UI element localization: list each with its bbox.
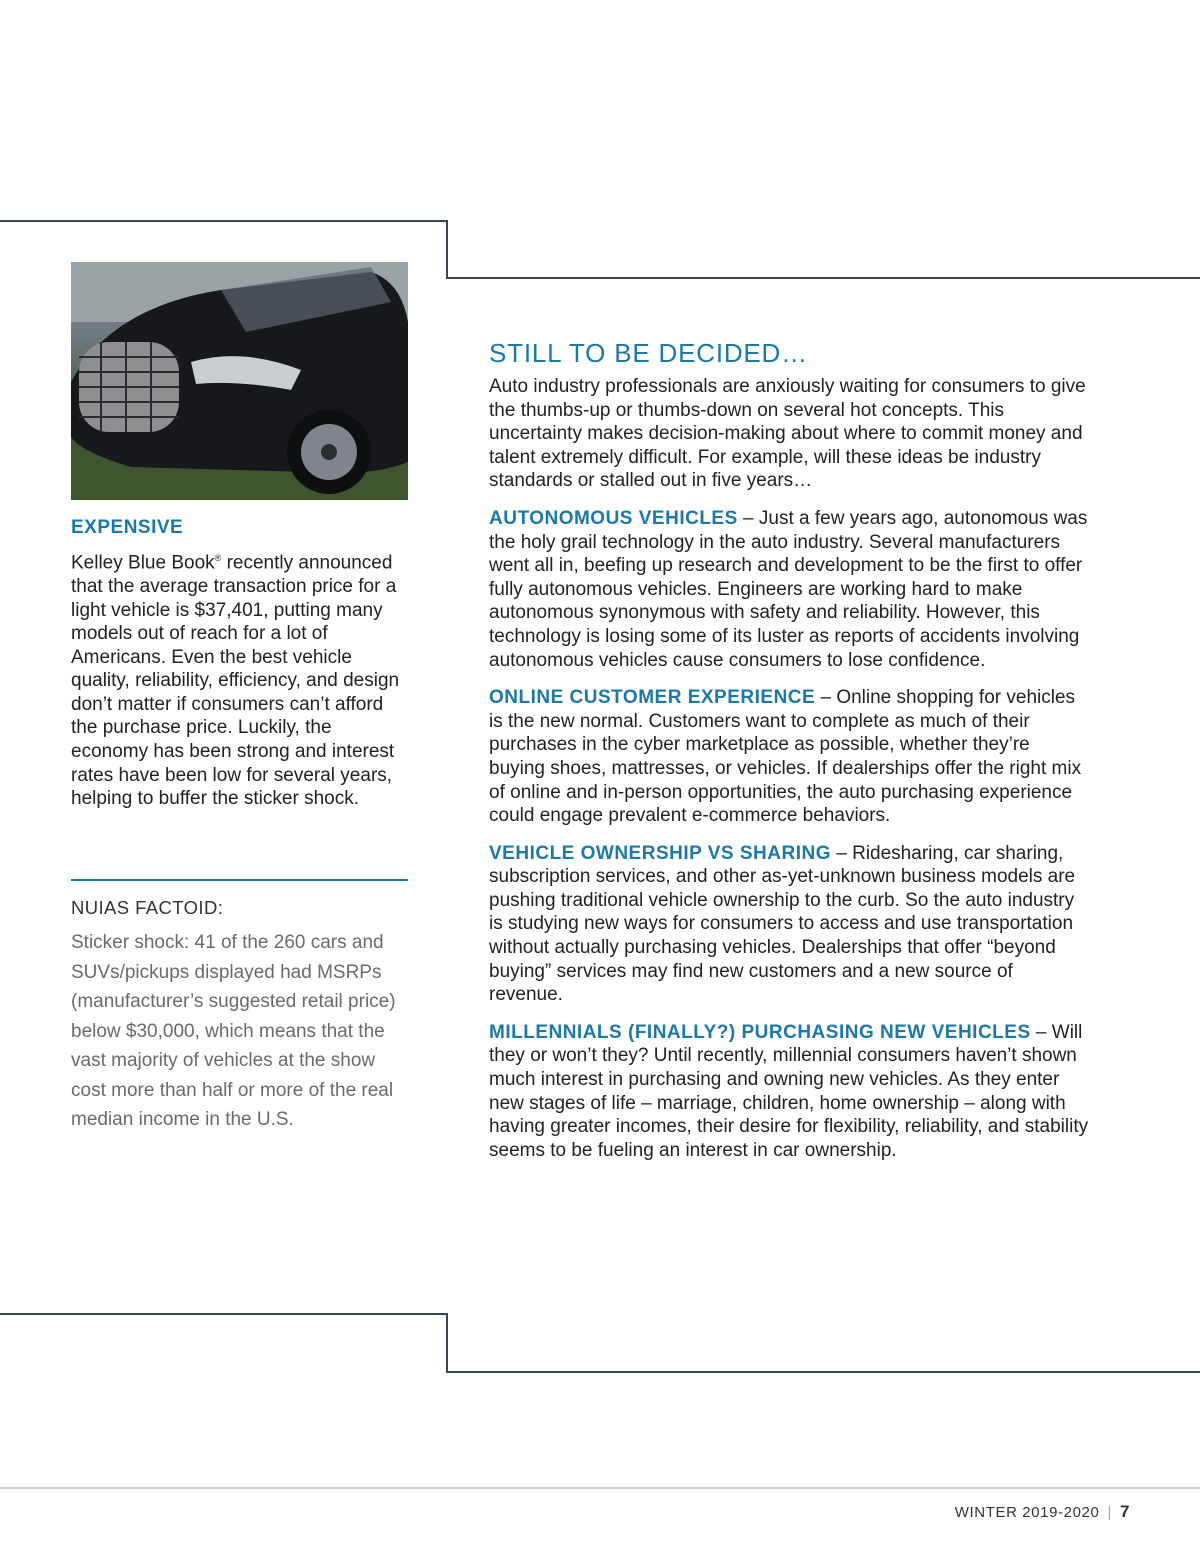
bottom-frame-line-right bbox=[446, 1371, 1200, 1373]
section-vehicle-ownership-vs-sharing bbox=[489, 842, 1089, 1007]
bottom-frame-line-left bbox=[0, 1313, 447, 1315]
article-title: STILL TO BE DECIDED… bbox=[489, 338, 808, 368]
car-photo bbox=[71, 262, 408, 500]
factoid-block bbox=[71, 897, 408, 1135]
section-label: VEHICLE OWNERSHIP VS SHARING bbox=[489, 842, 831, 864]
issue-label: WINTER 2019-2020 bbox=[954, 1504, 1100, 1521]
page-footer bbox=[955, 1502, 1130, 1522]
top-frame-line-left bbox=[0, 220, 447, 222]
car-photo-icon bbox=[71, 262, 408, 500]
expensive-text-part1: Kelley Blue Book bbox=[71, 552, 215, 574]
factoid-text: Sticker shock: 41 of the 260 cars and SUVs/pickups displayed had MSRPs (manufacturer’s suggested retail price) below $30,000, which means that the vast majority of vehicles at the show cost more than half or more of the real median income in the U.S. bbox=[71, 932, 396, 1130]
section-text: – Ridesharing, car sharing, subscription services, and other as-yet-unknown business models are pushing traditional vehicle ownership to the curb. So the auto industry is studying new ways for consumers to access and use transportation without actually purchasing vehicles. Dealerships that offer “beyond buying” services may find new customers and a new source of revenue. bbox=[489, 842, 1076, 1006]
section-label: ONLINE CUSTOMER EXPERIENCE bbox=[489, 687, 816, 709]
expensive-text bbox=[71, 547, 408, 811]
factoid-heading: NUIAS FACTOID: bbox=[71, 897, 224, 918]
article-intro: Auto industry professionals are anxiously waiting for consumers to give the thumbs-up or thumbs-down on several hot concepts. This uncertainty makes decision-making about where to commit money and talent extremely difficult. For example, will these ideas be industry standards or stalled out in five years… bbox=[489, 376, 1086, 492]
top-frame-line-vertical bbox=[446, 220, 448, 278]
section-label: MILLENNIALS (FINALLY?) PURCHASING NEW VEHICLES bbox=[489, 1021, 1031, 1043]
section-online-customer-experience bbox=[489, 686, 1089, 828]
expensive-heading: EXPENSIVE bbox=[71, 517, 184, 538]
top-frame-line-right bbox=[446, 277, 1200, 279]
expensive-block bbox=[71, 517, 408, 811]
expensive-text-part2: recently announced that the average transaction price for a light vehicle is $37,401, putting many models out of reach for a lot of Americans. Even the best vehicle quality, reliability, efficiency, and design don’t matter if consumers can’t afford the purchase price. Luckily, the economy has been strong and interest rates have been low for several years, helping to buffer the sticker shock. bbox=[71, 552, 400, 810]
section-text: – Will they or won’t they? Until recently, millennial consumers haven’t shown much interest in purchasing and owning new vehicles. As they enter new stages of life – marriage, children, home ownership – along with having greater incomes, their desire for flexibility, reliability, and stability seems to be fueling an interest in car ownership. bbox=[489, 1021, 1089, 1161]
footer-rule bbox=[0, 1487, 1200, 1489]
bottom-frame-line-vertical bbox=[446, 1313, 448, 1372]
footer-separator: | bbox=[1107, 1504, 1112, 1521]
factoid-divider bbox=[71, 879, 408, 881]
section-text: – Online shopping for vehicles is the new normal. Customers want to complete as much of their purchases in the cyber marketplace as possible, whether they’re buying shoes, mattresses, or vehicles. If dealerships offer the right mix of online and in-person opportunities, the auto purchasing experience could engage prevalent e-commerce behaviors. bbox=[489, 687, 1082, 827]
section-millennials bbox=[489, 1021, 1089, 1163]
registered-mark: ® bbox=[214, 553, 222, 563]
section-autonomous-vehicles bbox=[489, 507, 1089, 672]
section-label: AUTONOMOUS VEHICLES bbox=[489, 507, 738, 529]
page-number: 7 bbox=[1119, 1502, 1130, 1521]
main-article bbox=[489, 338, 1089, 1176]
section-text: – Just a few years ago, autonomous was the holy grail technology in the auto industry. Several manufacturers went all in, beefing up research and development to be the first to offer fully autonomous vehicles. Engineers are working hard to make autonomous synonymous with safety and reliability. However, this technology is losing some of its luster as reports of accidents involving autonomous vehicles cause consumers to lose confidence. bbox=[489, 507, 1088, 671]
